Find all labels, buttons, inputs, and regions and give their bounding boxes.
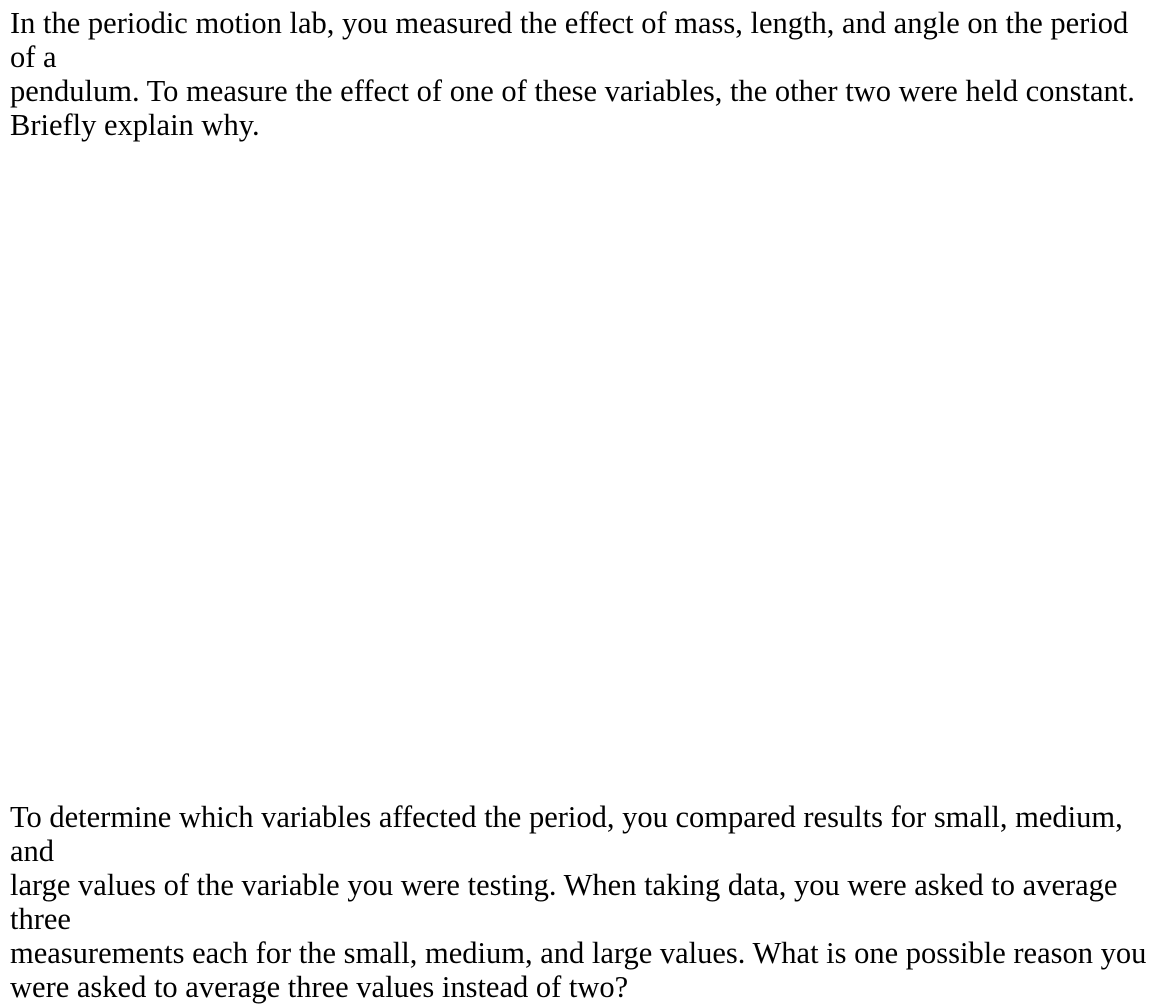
question-2-text: To determine which variables affected the period, you compared results for small, medium, and large values of the variable you were testing. When taking data, you were asked to average three measurements each for the small, medium, and large values. What is one possible reason you were asked to average three values instead of two? (10, 800, 1147, 1004)
question-1-text: In the periodic motion lab, you measured the effect of mass, length, and angle on the period of a pendulum. To measure the effect of one of these variables, the other two were held constant. Briefly explain why. (10, 6, 1135, 142)
answer-space (10, 114, 1160, 790)
